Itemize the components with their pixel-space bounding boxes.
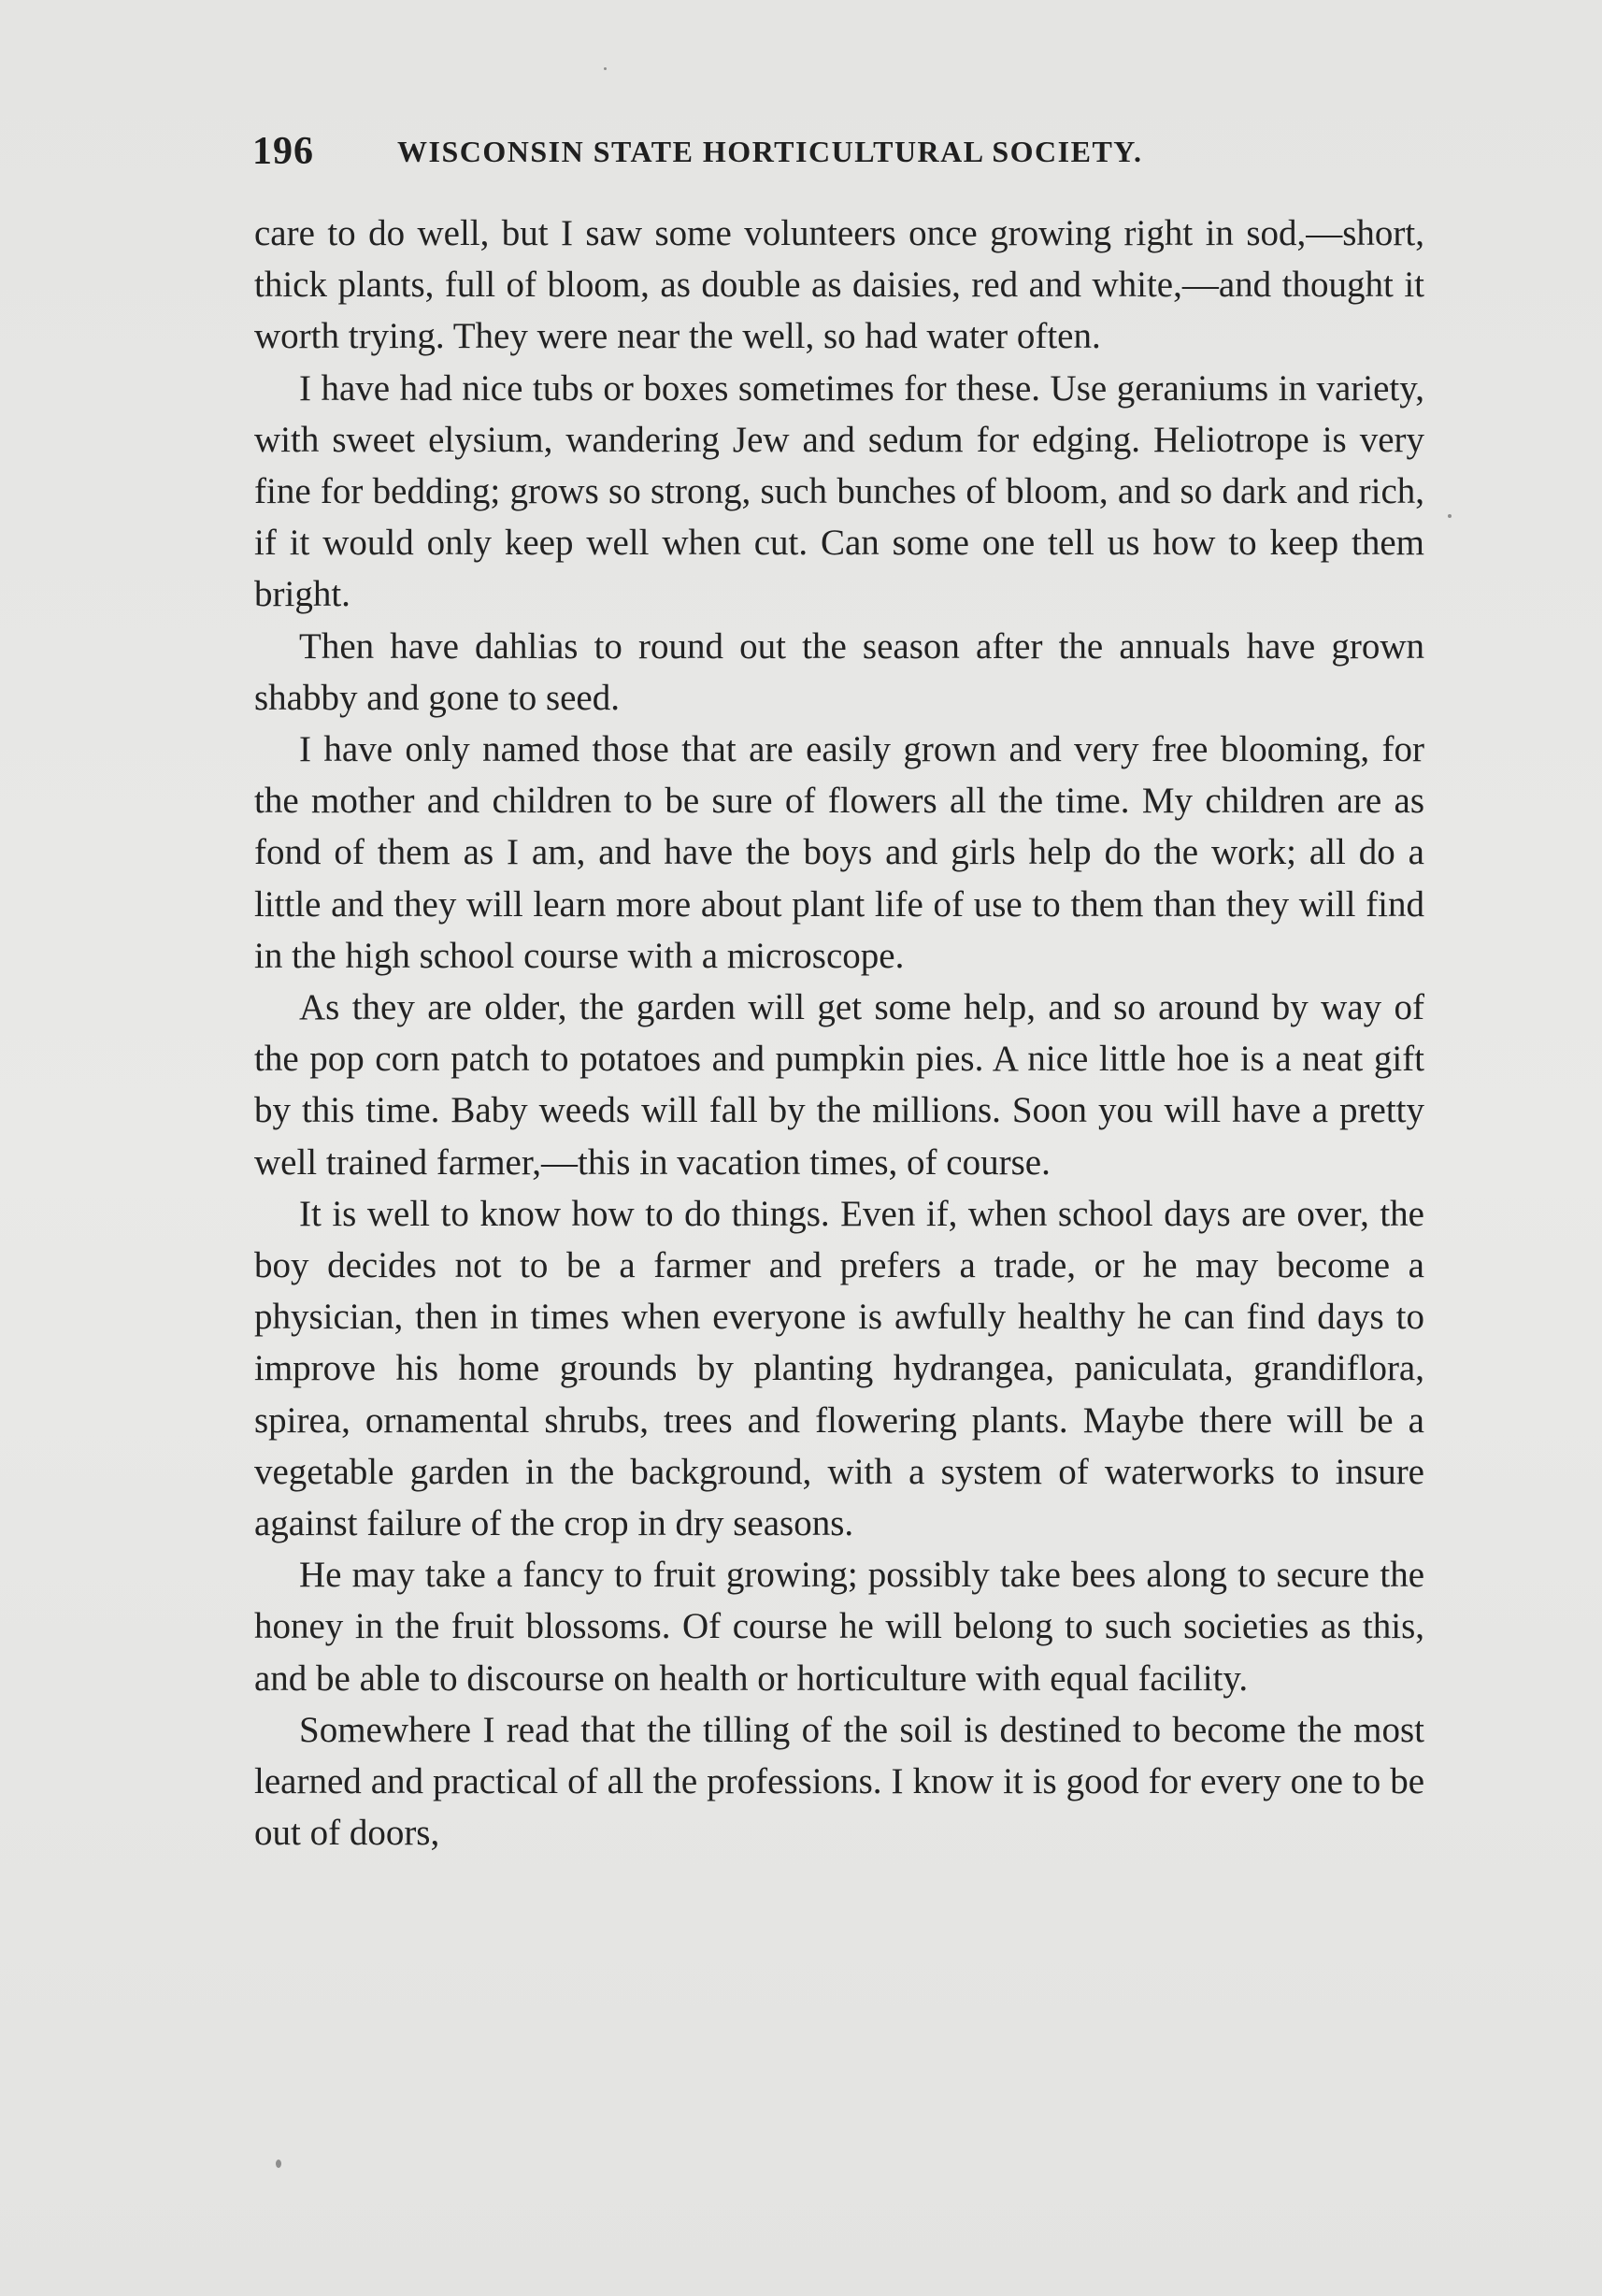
paragraph: He may take a fancy to fruit growing; possibly take bees along to secure the honey in the fruit blossoms. Of course he will belong to such societies as this, and be able to discourse on health or horticulture with equal facility.: [254, 1555, 1424, 1699]
paper-speck: [604, 67, 607, 70]
paragraph: Then have dahlias to round out the season after the annuals have grown shabby and gone to seed.: [254, 625, 1424, 718]
running-head: WISCONSIN STATE HORTICULTURAL SOCIETY.: [397, 135, 1143, 168]
paragraph: I have had nice tubs or boxes sometimes for these. Use geraniums in variety, with sweet elysium, wandering Jew and sedum for edging. Heliotrope is very fine for bedding; grows so strong, such bunches of bloom, and so dark and rich, if it would only keep well when cut. Can some one tell us how to keep them bright.: [254, 367, 1424, 615]
paragraph: It is well to know how to do things. Even if, when school days are over, the boy decides not to be a farmer and prefers a trade, or he may become a physician, then in times when everyone is awfully healthy he can find days to improve his home grounds by planting hydrangea, paniculata, grandiflora, spirea, ornamental shrubs, trees and flowering plants. Maybe there will be a vegetable garden in the background, with a system of waterworks to insure against failure of the crop in dry seasons.: [254, 1193, 1424, 1544]
paragraph: care to do well, but I saw some volunteers once growing right in sod,—short, thick plants, full of bloom, as double as daisies, red and white,—and thought it worth trying. They were near the well, so had water often.: [254, 213, 1424, 357]
paragraph: Somewhere I read that the tilling of the soil is destined to become the most learned and practical of all the professions. I know it is good for every one to be out of doors,: [254, 1709, 1424, 1854]
page-header: [252, 129, 1430, 185]
paragraph: I have only named those that are easily grown and very free blooming, for the mother and children to be sure of flowers all the time. My children are as fond of them as I am, and have the boys and girls help do the work; all do a little and they will learn more about plant life of use to them than they will find in the high school course with a microscope.: [254, 729, 1424, 976]
page-number: 196: [252, 130, 314, 173]
paper-speck: [1448, 514, 1452, 518]
body-text: [254, 208, 1424, 1859]
paper-speck: [276, 2160, 281, 2168]
paragraph: As they are older, the garden will get some help, and so around by way of the pop corn patch to potatoes and pumpkin pies. A nice little hoe is a neat gift by this time. Baby weeds will fall by the millions. Soon you will have a pretty well trained farmer,—this in vacation times, of course.: [254, 987, 1424, 1183]
